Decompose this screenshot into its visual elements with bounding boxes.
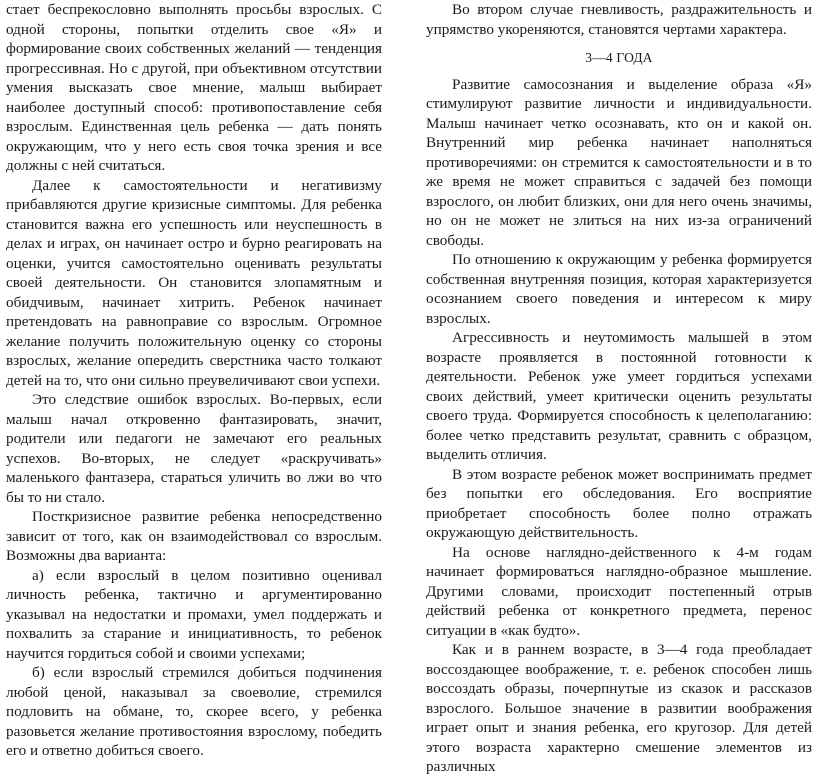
section-heading: 3—4 ГОДА xyxy=(585,50,653,65)
paragraph: Как и в раннем возрасте, в 3—4 года преобладает воссоздающее воображение, т. е. ребенок способен лишь воссоздать образы, почерпнутые из сказок и рассказов взрослого. Большое значение в развитии воображения играет опыт и знания ребенка, его кругозор. Для детей этого возраста характерно смешение элементов из различных xyxy=(426,641,812,775)
right-column xyxy=(426,0,812,777)
paragraph: Агрессивность и неутомимость малышей в этом возрасте проявляется в постоянной готовности к деятельности. Ребенок уже умеет гордиться успехами своих действий, умеет критически оценить результаты своего труда. Формируется способность к целеполаганию: более четко представить результат, сравнить с образцом, выделить отличия. xyxy=(426,329,812,463)
left-column xyxy=(6,0,382,761)
paragraph: а) если взрослый в целом позитивно оценивал личность ребенка, тактично и аргументированно указывал на недостатки и промахи, умел поддержать и похвалить за старание и инициативность, то ребенок научится гордиться собой и своими успехами; xyxy=(6,566,382,662)
paragraph: По отношению к окружающим у ребенка формируется собственная внутренняя позиция, которая характеризуется осознанием своего поведения и интересом к миру взрослых. xyxy=(426,251,812,327)
paragraph: Посткризисное развитие ребенка непосредственно зависит от того, как он взаимодействовал со взрослым. Возможны два варианта: xyxy=(6,508,382,564)
paragraph: б) если взрослый стремился добиться подчинения любой ценой, наказывал за своеволие, стремился подловить на обмане, то, скорее всего, у ребенка разовьется желание противостояния взрослому, победить его и ответно добиться своего. xyxy=(6,664,382,759)
paragraph: В этом возрасте ребенок может воспринимать предмет без попытки его обследования. Его восприятие приобретает способность более полно отражать окружающую действительность. xyxy=(426,465,812,541)
paragraph: Развитие самосознания и выделение образа «Я» стимулируют развитие личности и индивидуальности. Малыш начинает четко осознавать, кто он и какой он. Внутренний мир ребенка начинает наполняться противоречиями: он стремится к самостоятельности и в то же время не может справиться с задачей без помощи взрослого, он любит близких, они для него очень значимы, но он не может не злиться на них из-за ограничений свободы. xyxy=(426,75,812,249)
paragraph: Это следствие ошибок взрослых. Во-первых, если малыш начал откровенно фантазировать, значит, родители или педагоги не замечают его реальных успехов. Во-вторых, не следует «раскручивать» маленького фантазера, стараться уличить во лжи во что бы то ни стало. xyxy=(6,391,382,506)
paragraph: стает беспрекословно выполнять просьбы взрослых. С одной стороны, попытки отделить свое «Я» и формирование своих собственных желаний — тенденция прогрессивная. Но с другой, при объективном отсутствии умения высказать свое мнение, малыш выбирает наиболее доступный способ: противопоставление себя взрослым. Единственная цель ребенка — дать понять окружающим, что у него есть своя точка зрения и все должны с ней считаться. xyxy=(6,1,382,174)
paragraph: На основе наглядно-действенного к 4-м годам начинает формироваться наглядно-образное мышление. Другими словами, происходит постепенный отрыв действий ребенка от конкретного предмета, перенос ситуации в «как будто». xyxy=(426,543,812,639)
paragraph: Далее к самостоятельности и негативизму прибавляются другие кризисные симптомы. Для ребенка становится важна его успешность или неуспешность в делах и играх, он начинает остро и бурно реагировать на оценки, учится самостоятельно оценивать результаты своей деятельности. Он становится злопамятным и обидчивым, начинает хитрить. Ребенок начинает претендовать на равноправие со взрослым. Огромное желание получить положительную оценку со стороны взрослых, желание опередить сверстника часто толкают детей на то, что они сильно преувеличивают свои успехи. xyxy=(6,176,382,389)
paragraph: Во втором случае гневливость, раздражительность и упрямство укореняются, становятся чертами характера. xyxy=(426,1,812,38)
